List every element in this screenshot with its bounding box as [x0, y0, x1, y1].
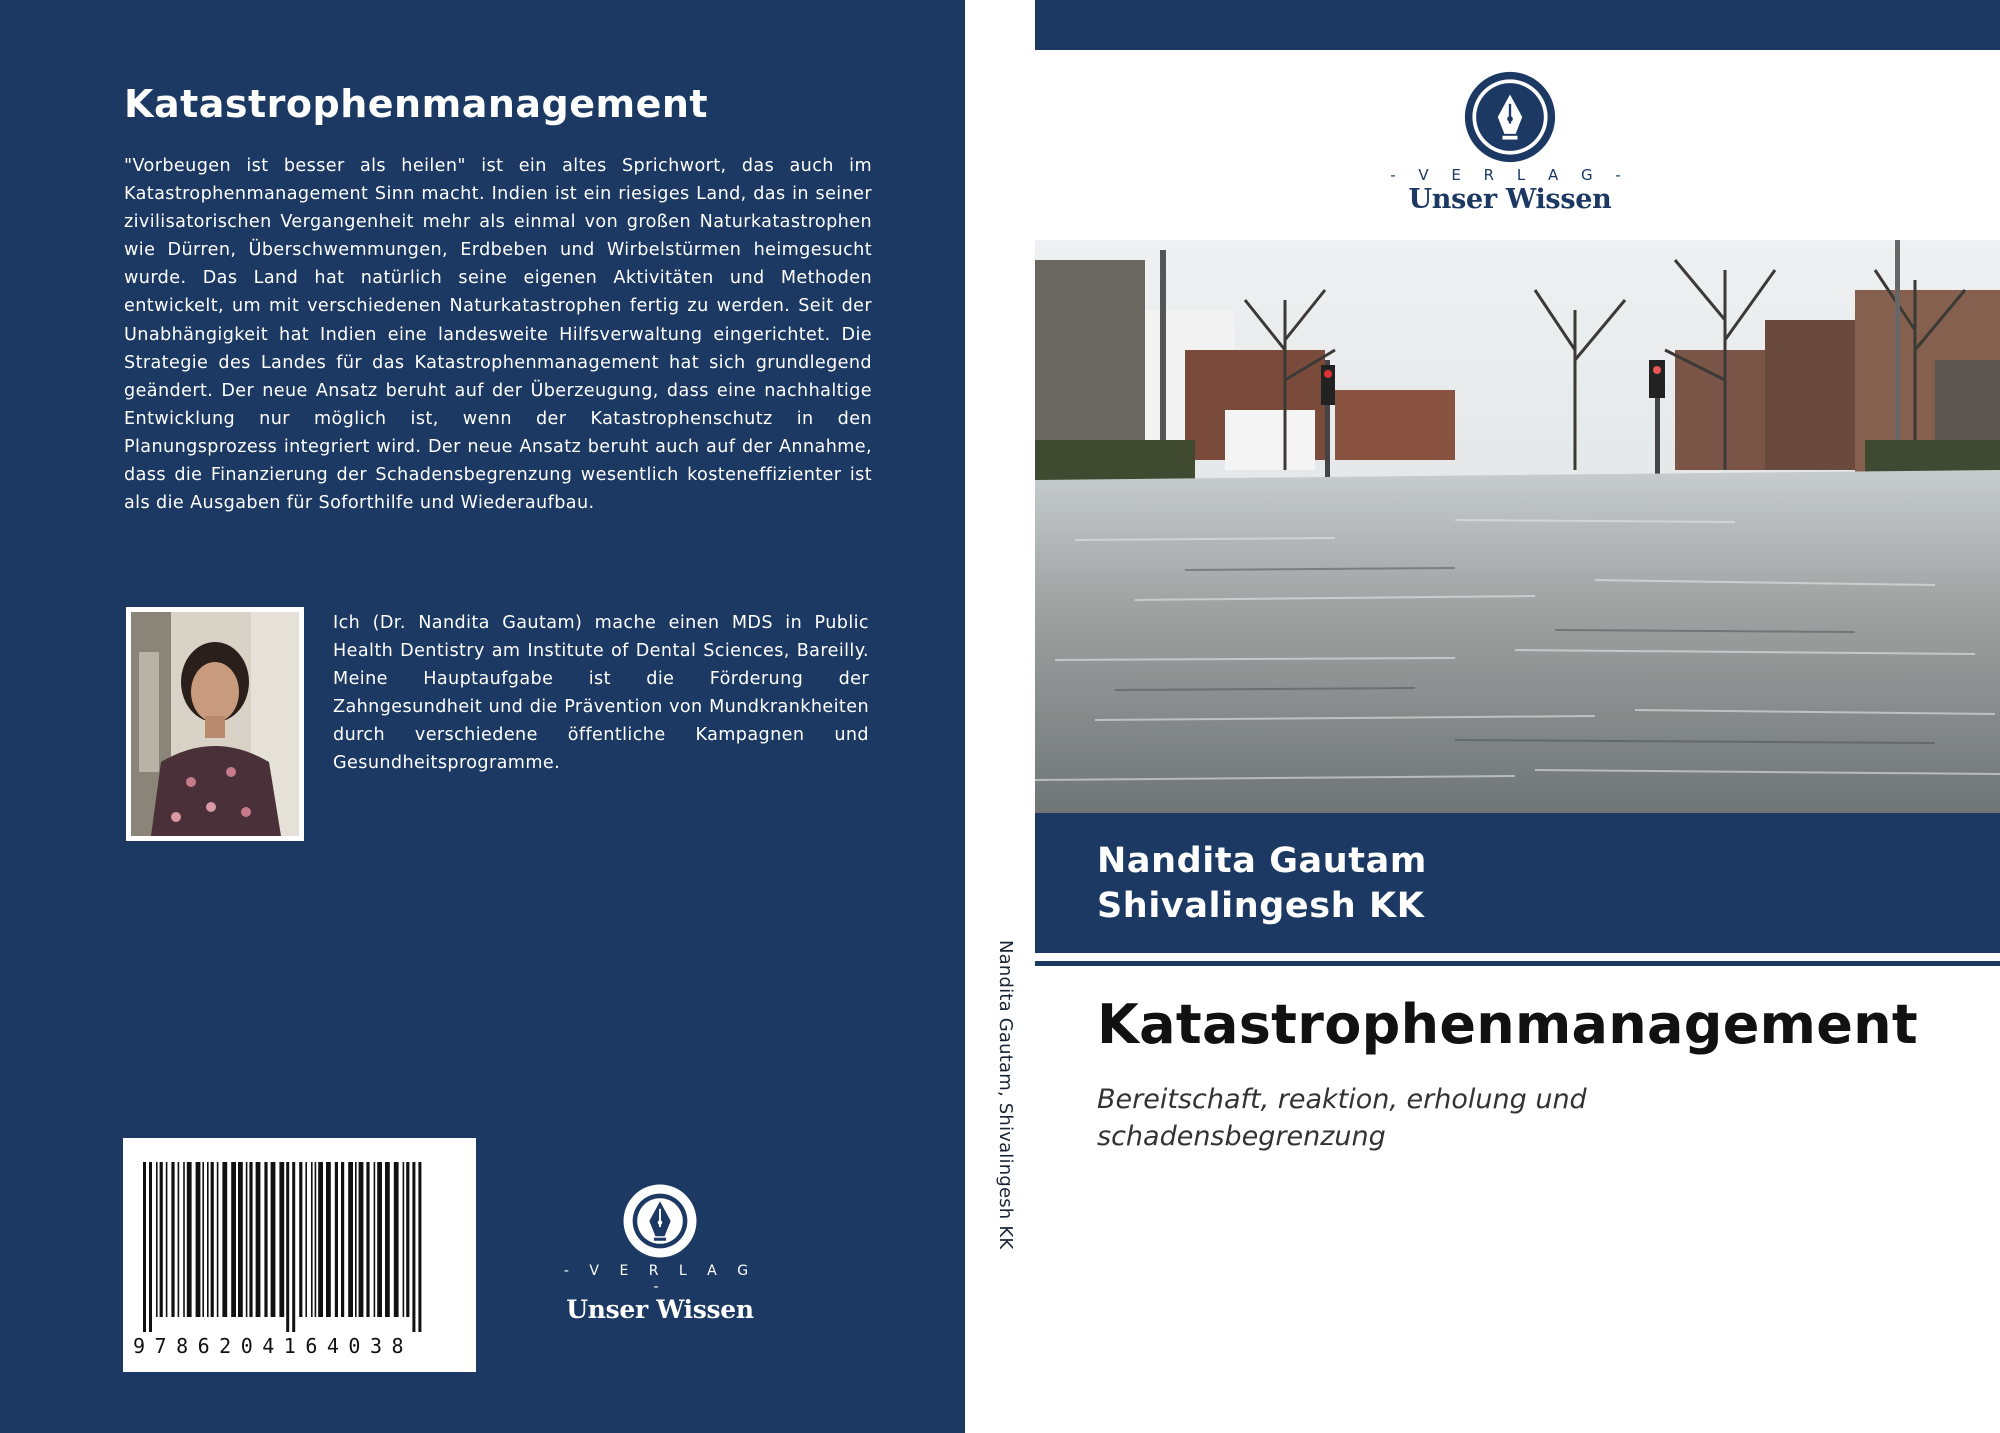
back-cover-title: Katastrophenmanagement	[124, 82, 709, 126]
isbn-digits: 9786204164038	[133, 1334, 414, 1358]
author-bio: Ich (Dr. Nandita Gautam) mache einen MDS in Public Health Dentistry am Institute of Dental Sciences, Bareilly. Meine Hauptaufgabe ist die Förderung der Zahngesundheit und die Prävention von Mundkrankheiten durch verschiedene öffentliche Kampagnen und Gesundheitsprogramme.	[333, 613, 869, 774]
back-cover	[0, 0, 965, 1433]
front-cover-title: Katastrophenmanagement	[1097, 993, 1919, 1056]
spine-text: Nandita Gautam, Shivalingesh KK	[995, 940, 1016, 1250]
front-top-bar	[1035, 0, 2000, 50]
front-publisher-logo	[1390, 70, 1630, 220]
author-photo	[126, 607, 304, 841]
back-logo-verlag: - V E R L A G -	[563, 1263, 757, 1295]
author-name-2: Shivalingesh KK	[1097, 886, 1425, 926]
barcode-bars	[139, 1162, 461, 1332]
isbn-barcode	[123, 1138, 476, 1372]
author-name-1: Nandita Gautam	[1097, 841, 1427, 881]
front-logo-name: Unser Wissen	[1408, 184, 1612, 215]
back-cover-blurb: "Vorbeugen ist besser als heilen" ist ein altes Sprichwort, das auch im Katastrophenmanagement Sinn macht. Indien ist ein riesiges Land, das in seiner zivilisatorischen Vergangenheit mehr als einmal von großen Naturkatastrophen wie Dürren, Überschwemmungen, Erdbeben und Wirbelstürmen heimgesucht wurde. Das Land hat natürlich seine eigenen Aktivitäten und Methoden entwickelt, um mit verschiedenen Naturkatastrophen fertig zu werden. Seit der Unabhängigkeit hat Indien eine landesweite Hilfsverwaltung eingerichtet. Die Strategie des Landes für das Katastrophenmanagement hat sich grundlegend geändert. Der neue Ansatz beruht auf der Überzeugung, dass eine nachhaltige Entwicklung nur möglich ist, wenn der Katastrophenschutz in den Planungsprozess integriert wird. Der neue Ansatz beruht auch auf der Annahme, dass die Finanzierung der Schadensbegrenzung wesentlich kosteneffizienter ist als die Ausgaben für Soforthilfe und Wiederaufbau.	[124, 156, 872, 514]
author-portrait-image	[131, 612, 299, 836]
cover-photo-flooded-street	[1035, 240, 2000, 813]
fountain-pen-nib-logo-icon	[622, 1183, 698, 1259]
back-logo-name: Unser Wissen	[566, 1295, 754, 1324]
back-publisher-logo	[560, 1183, 760, 1324]
front-logo-verlag: - V E R L A G -	[1390, 166, 1630, 184]
band-divider	[1035, 961, 2000, 966]
front-cover-subtitle: Bereitschaft, reaktion, erholung und schadensbegrenzung	[1097, 1084, 1587, 1152]
flooded-street-image	[1035, 240, 2000, 813]
authors-band	[1035, 813, 2000, 953]
fountain-pen-nib-logo-icon	[1463, 70, 1557, 164]
